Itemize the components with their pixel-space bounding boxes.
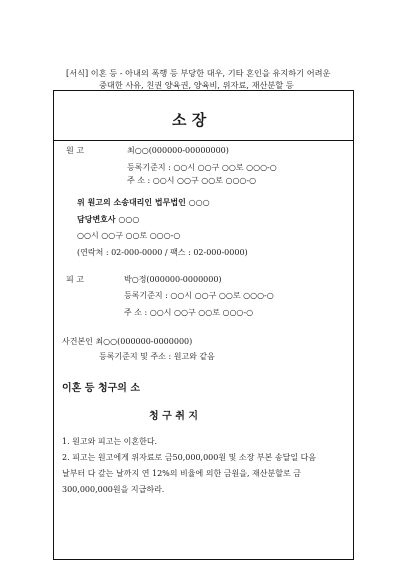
claim-line-1: 1. 원고와 피고는 이혼한다. <box>62 437 158 446</box>
defendant-name: 박○정(000000-0000000) <box>124 275 222 284</box>
claim-line-3: 날부터 다 갚는 날까지 연 12%의 비율에 의한 금원을, 재산분할로 금 <box>62 469 301 478</box>
attorney-contact: (연락처 : 02-000-0000 / 팩스 : 02-000-0000) <box>77 248 248 257</box>
attorney-address: ○○시 ○○구 ○○로 ○○○-○ <box>77 231 181 240</box>
defendant-addr: 주 소 : ○○시 ○○구 ○○로 ○○○-○ <box>124 308 254 317</box>
attorney-lawyer: 담당변호사 ○○○ <box>77 214 140 224</box>
attorney-firm: 위 원고의 소송대리인 법무법인 ○○○ <box>77 197 210 207</box>
title-divider <box>53 140 354 141</box>
header-line-2: 중대한 사유, 친권 양육권, 양육비, 위자료, 재산분할 등 <box>99 80 294 90</box>
plaintiff-addr: 주 소 : ○○시 ○○구 ○○로 ○○○-○ <box>127 176 257 185</box>
plaintiff-name: 최○○(000000-00000000) <box>127 146 229 155</box>
case-name: 이혼 등 청구의 소 <box>62 383 141 394</box>
principal-detail: 등록기준지 및 주소 : 원고와 같음 <box>99 352 215 361</box>
plaintiff-reg-addr: 등록기준지 : ○○시 ○○구 ○○로 ○○○-○ <box>127 163 277 172</box>
claim-line-2: 2. 피고는 원고에게 위자료로 금50,000,000원 및 소장 부본 송달일 다음 <box>62 453 317 462</box>
defendant-reg-addr: 등록기준지 : ○○시 ○○구 ○○로 ○○○-○ <box>124 291 274 300</box>
principal-label: 사건본인 최○○(000000-0000000) <box>62 337 193 346</box>
document-title: 소 장 <box>172 111 207 129</box>
header-line-1: [서식] 이혼 등 - 아내의 폭행 등 부당한 대우, 기타 혼인을 유지하기 어려운 <box>66 68 331 78</box>
defendant-role: 피 고 <box>66 275 84 284</box>
claim-line-4: 300,000,000원을 지급하라. <box>62 485 165 494</box>
plaintiff-role: 원 고 <box>66 146 84 155</box>
claim-heading: 청 구 취 지 <box>149 411 199 422</box>
